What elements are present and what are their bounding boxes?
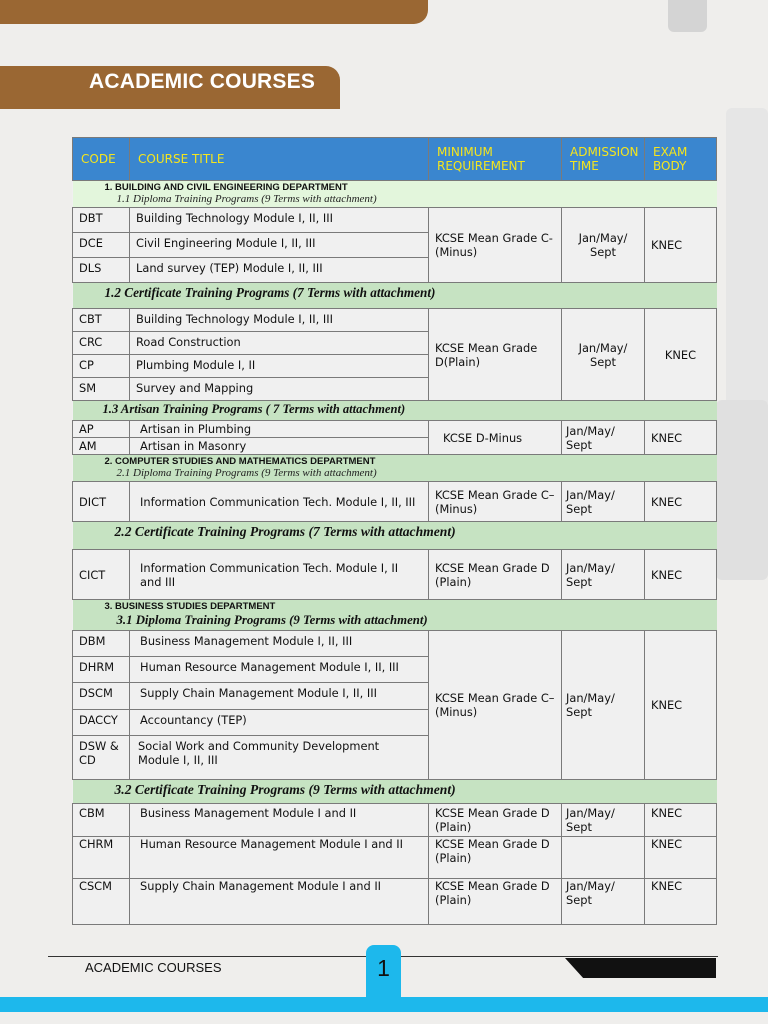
course-code: DICT: [73, 482, 130, 522]
program-heading: 3.2 Certificate Training Programs (9 Terms with attachment): [114, 782, 456, 797]
course-code: DACCY: [73, 710, 130, 736]
exam-body: KNEC: [645, 309, 717, 401]
exam-body: KNEC: [645, 208, 717, 283]
table-header-row: [73, 138, 717, 181]
course-code: CP: [73, 355, 130, 378]
section-row: [73, 283, 717, 309]
bg-decor-shape: [716, 400, 768, 580]
course-code: CRC: [73, 332, 130, 355]
minimum-requirement: KCSE Mean Grade D(Plain): [429, 309, 562, 401]
admission-time: Jan/May/ Sept: [562, 309, 645, 401]
course-code: DCE: [73, 233, 130, 258]
course-code: CSCM: [73, 879, 130, 925]
admission-time: [562, 837, 645, 879]
admission-time: Jan/May/ Sept: [562, 631, 645, 780]
minimum-requirement: KCSE Mean Grade C- (Minus): [429, 208, 562, 283]
course-title: Human Resource Management Module I and II: [130, 837, 429, 879]
course-code: DHRM: [73, 657, 130, 683]
minimum-requirement: KCSE D-Minus: [429, 421, 562, 455]
course-code: AM: [73, 438, 130, 455]
course-code: AP: [73, 421, 130, 438]
minimum-requirement: KCSE Mean Grade D (Plain): [429, 804, 562, 837]
exam-body: KNEC: [645, 482, 717, 522]
course-code: CBM: [73, 804, 130, 837]
course-code: DSCM: [73, 683, 130, 710]
exam-body: KNEC: [645, 631, 717, 780]
program-heading: 2.2 Certificate Training Programs (7 Terms with attachment): [114, 524, 456, 539]
course-title: Supply Chain Management Module I, II, III: [130, 683, 429, 710]
section-row: [73, 401, 717, 421]
program-heading: 3.1 Diploma Training Programs (9 Terms with attachment): [116, 613, 428, 627]
course-title: Building Technology Module I, II, III: [130, 309, 429, 332]
bg-decor-shape: [726, 108, 768, 408]
course-title: Business Management Module I, II, III: [130, 631, 429, 657]
department-heading: 2. COMPUTER STUDIES AND MATHEMATICS DEPARTMENT: [104, 456, 376, 467]
bottom-decor-bar: [0, 997, 768, 1012]
table-row: [73, 879, 717, 925]
program-heading: 1.3 Artisan Training Programs ( 7 Terms with attachment): [102, 402, 406, 416]
section-row: [73, 455, 717, 482]
exam-body: KNEC: [645, 421, 717, 455]
exam-body: KNEC: [645, 879, 717, 925]
table-row: [73, 837, 717, 879]
admission-time: Jan/May/ Sept: [562, 482, 645, 522]
minimum-requirement: KCSE Mean Grade D (Plain): [429, 879, 562, 925]
course-code: DSW & CD: [73, 736, 130, 780]
admission-time: Jan/May/ Sept: [562, 421, 645, 455]
program-heading: 1.1 Diploma Training Programs (9 Terms with attachment): [116, 193, 377, 205]
table-row: [73, 482, 717, 522]
course-code: CBT: [73, 309, 130, 332]
footer-label: ACADEMIC COURSES: [85, 960, 222, 975]
course-title: Human Resource Management Module I, II, III: [130, 657, 429, 683]
exam-body: KNEC: [645, 837, 717, 879]
section-row: [73, 522, 717, 550]
course-code: CHRM: [73, 837, 130, 879]
section-row: [73, 780, 717, 804]
course-title: Information Communication Tech. Module I, II and III: [130, 550, 429, 600]
course-code: DBM: [73, 631, 130, 657]
course-code: DBT: [73, 208, 130, 233]
header-admission-time: ADMISSION TIME: [562, 138, 645, 181]
courses-table: [72, 137, 717, 925]
page-number: 1: [377, 955, 390, 981]
course-title: Land survey (TEP) Module I, II, III: [130, 258, 429, 283]
footer-decor-shape: [565, 958, 716, 978]
department-heading: 3. BUSINESS STUDIES DEPARTMENT: [104, 601, 276, 612]
header-code: CODE: [73, 138, 130, 181]
admission-time: Jan/May/ Sept: [562, 208, 645, 283]
minimum-requirement: KCSE Mean Grade C–(Minus): [429, 482, 562, 522]
table-row: [73, 421, 717, 438]
admission-time: Jan/May/ Sept: [562, 550, 645, 600]
header-course-title: COURSE TITLE: [130, 138, 429, 181]
course-title: Plumbing Module I, II: [130, 355, 429, 378]
program-heading: 1.2 Certificate Training Programs (7 Terms with attachment): [104, 285, 436, 300]
course-title: Survey and Mapping: [130, 378, 429, 401]
top-decor-bar: [0, 0, 428, 24]
minimum-requirement: KCSE Mean Grade D (Plain): [429, 550, 562, 600]
table-row: [73, 309, 717, 332]
table-row: [73, 804, 717, 837]
course-title: Supply Chain Management Module I and II: [130, 879, 429, 925]
course-title: Building Technology Module I, II, III: [130, 208, 429, 233]
admission-time: Jan/May/ Sept: [562, 879, 645, 925]
department-heading: 1. BUILDING AND CIVIL ENGINEERING DEPARTMENT: [104, 182, 348, 193]
course-title: Accountancy (TEP): [130, 710, 429, 736]
course-title: Business Management Module I and II: [130, 804, 429, 837]
exam-body: KNEC: [645, 804, 717, 837]
course-code: SM: [73, 378, 130, 401]
course-code: DLS: [73, 258, 130, 283]
corner-decor-square: [668, 0, 707, 32]
section-row: [73, 600, 717, 631]
header-exam-body: EXAM BODY: [645, 138, 717, 181]
course-title: Artisan in Masonry: [130, 438, 429, 455]
table-row: [73, 208, 717, 233]
course-title: Social Work and Community Development Module I, II, III: [130, 736, 429, 780]
section-row: [73, 181, 717, 208]
admission-time: Jan/May/ Sept: [562, 804, 645, 837]
minimum-requirement: KCSE Mean Grade C– (Minus): [429, 631, 562, 780]
course-title: Information Communication Tech. Module I, II, III: [130, 482, 429, 522]
course-code: CICT: [73, 550, 130, 600]
exam-body: KNEC: [645, 550, 717, 600]
page-title: ACADEMIC COURSES: [89, 70, 316, 93]
header-minimum-requirement: MINIMUM REQUIREMENT: [429, 138, 562, 181]
program-heading: 2.1 Diploma Training Programs (9 Terms with attachment): [116, 467, 377, 479]
table-row: [73, 631, 717, 657]
course-title: Road Construction: [130, 332, 429, 355]
table-row: [73, 550, 717, 600]
course-title: Civil Engineering Module I, II, III: [130, 233, 429, 258]
minimum-requirement: KCSE Mean Grade D (Plain): [429, 837, 562, 879]
course-title: Artisan in Plumbing: [130, 421, 429, 438]
